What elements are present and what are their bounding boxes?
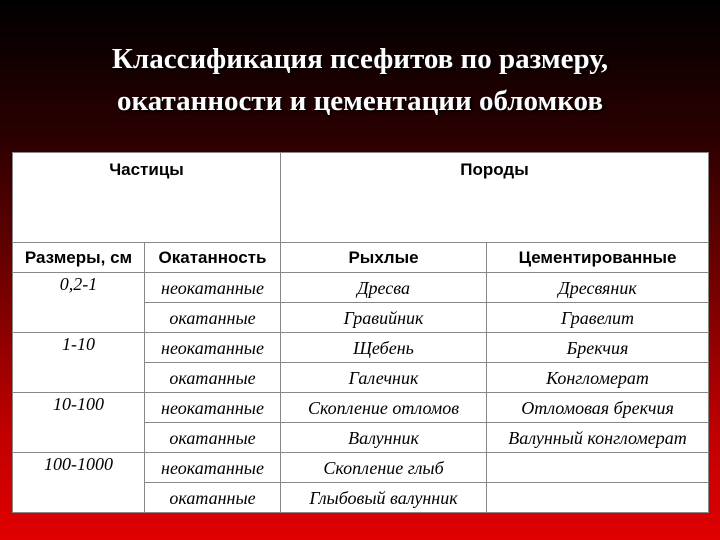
classification-table-container (12, 152, 708, 512)
cell-size: 100-1000 (13, 453, 145, 513)
title-line-2: окатанности и цементации обломков (117, 85, 603, 117)
cell-cemented (487, 483, 709, 513)
cell-cemented: Брекчия (487, 333, 709, 363)
cell-size: 1-10 (13, 333, 145, 393)
cell-loose: Глыбовый валунник (281, 483, 487, 513)
title-line-1: Классификация псефитов по размеру, (111, 43, 609, 75)
cell-cemented: Валунный конгломерат (487, 423, 709, 453)
table-row (13, 333, 709, 363)
cell-cemented: Отломовая брекчия (487, 393, 709, 423)
slide-title (0, 38, 720, 122)
cell-roundness: окатанные (145, 483, 281, 513)
classification-table (12, 152, 709, 513)
cell-loose: Щебень (281, 333, 487, 363)
table-sub-header-row (13, 243, 709, 273)
table-row (13, 453, 709, 483)
cell-loose: Галечник (281, 363, 487, 393)
table-top-header-row (13, 153, 709, 243)
cell-roundness: окатанные (145, 303, 281, 333)
cell-roundness: неокатанные (145, 453, 281, 483)
header-rocks: Породы (281, 153, 709, 243)
cell-loose: Скопление глыб (281, 453, 487, 483)
header-cemented: Цементированные (487, 243, 709, 273)
table-row (13, 273, 709, 303)
header-size: Размеры, см (13, 243, 145, 273)
header-particles: Частицы (13, 153, 281, 243)
cell-roundness: окатанные (145, 363, 281, 393)
table-row (13, 393, 709, 423)
cell-roundness: окатанные (145, 423, 281, 453)
cell-cemented: Конгломерат (487, 363, 709, 393)
cell-roundness: неокатанные (145, 333, 281, 363)
header-loose: Рыхлые (281, 243, 487, 273)
cell-loose: Скопление отломов (281, 393, 487, 423)
cell-roundness: неокатанные (145, 273, 281, 303)
cell-loose: Валунник (281, 423, 487, 453)
cell-loose: Гравийник (281, 303, 487, 333)
cell-size: 10-100 (13, 393, 145, 453)
cell-cemented (487, 453, 709, 483)
cell-size: 0,2-1 (13, 273, 145, 333)
cell-loose: Дресва (281, 273, 487, 303)
cell-cemented: Дресвяник (487, 273, 709, 303)
cell-cemented: Гравелит (487, 303, 709, 333)
header-roundness: Окатанность (145, 243, 281, 273)
cell-roundness: неокатанные (145, 393, 281, 423)
